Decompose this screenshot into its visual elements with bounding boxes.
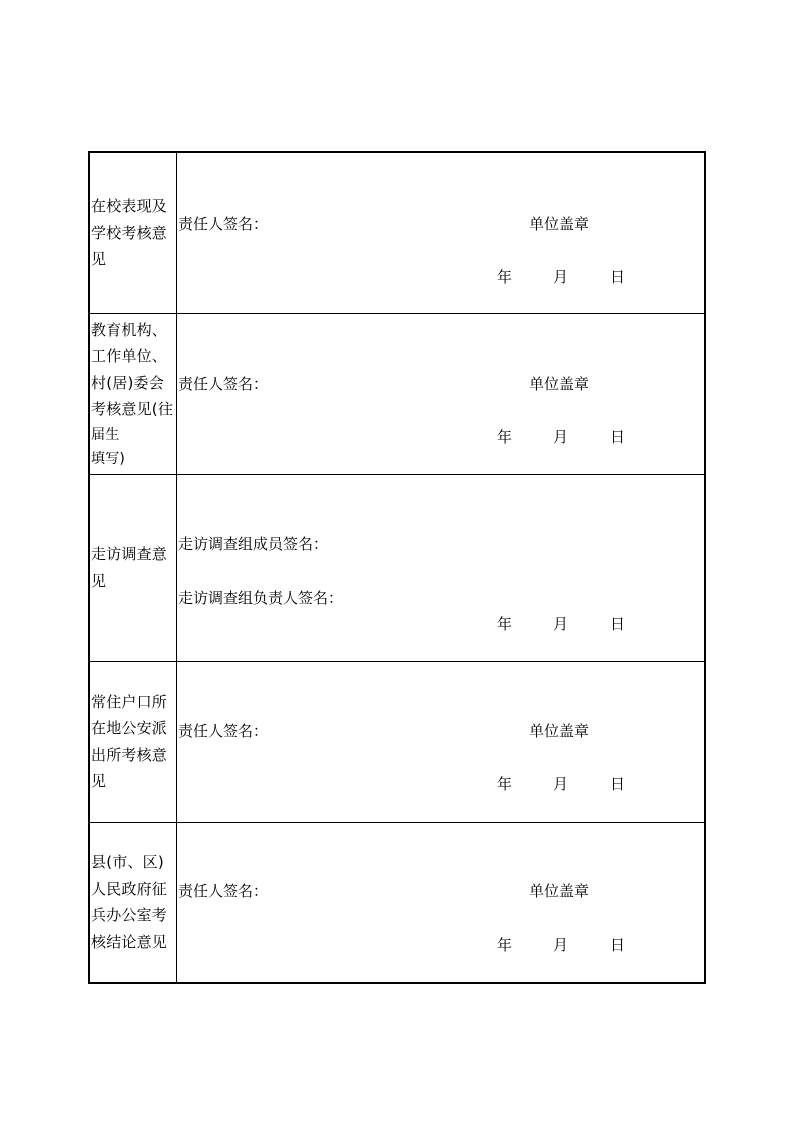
- row-label: [89, 152, 177, 313]
- form-row-school: [89, 152, 705, 313]
- date-year: 年: [497, 268, 513, 286]
- row-content: [177, 152, 706, 313]
- date-day: 日: [610, 427, 626, 446]
- date-month: 月: [553, 935, 569, 954]
- row-label: [89, 474, 177, 661]
- seal-label: 单位盖章: [529, 215, 590, 233]
- form-row-visit-survey: [89, 474, 705, 661]
- date-month: 月: [553, 268, 569, 286]
- form-row-conscription-office: [89, 822, 705, 983]
- row-label-text: 在校表现及 学校考核意 见: [91, 197, 168, 268]
- seal-label: 单位盖章: [529, 881, 590, 900]
- row-label-text: 县(市、区) 人民政府征 兵办公室考 核结论意见: [91, 853, 168, 951]
- row-label: [89, 313, 177, 474]
- row-label: [89, 661, 177, 822]
- signature-label: 责任人签名：: [178, 881, 269, 900]
- date-day: 日: [610, 268, 626, 286]
- signature-label: 责任人签名：: [178, 215, 269, 233]
- seal-label: 单位盖章: [529, 721, 590, 740]
- form-row-employer: [89, 313, 705, 474]
- date-day: 日: [610, 774, 626, 793]
- date-year: 年: [497, 427, 513, 446]
- date-year: 年: [497, 935, 513, 954]
- survey-leader-signature-label: 走访调查组负责人签名：: [178, 588, 344, 607]
- row-content: [177, 474, 706, 661]
- survey-members-signature-label: 走访调查组成员签名：: [178, 534, 329, 553]
- row-label: [89, 822, 177, 983]
- row-label-text: 教育机构、 工作单位、 村(居)委会 考核意见(往 届生 填写): [91, 320, 174, 467]
- date-day: 日: [610, 614, 626, 633]
- date-month: 月: [553, 427, 569, 446]
- row-label-text: 走访调查意 见: [91, 545, 168, 590]
- row-content: [177, 661, 706, 822]
- signature-label: 责任人签名：: [178, 374, 269, 393]
- date-day: 日: [610, 935, 626, 954]
- date-month: 月: [553, 614, 569, 633]
- row-label-text: 常住户口所 在地公安派 出所考核意 见: [91, 692, 168, 790]
- row-content: [177, 313, 706, 474]
- review-opinion-form: [88, 151, 706, 984]
- date-year: 年: [497, 614, 513, 633]
- form-row-police-station: [89, 661, 705, 822]
- date-year: 年: [497, 774, 513, 793]
- row-content: [177, 822, 706, 983]
- seal-label: 单位盖章: [529, 374, 590, 393]
- signature-label: 责任人签名：: [178, 721, 269, 740]
- date-month: 月: [553, 774, 569, 793]
